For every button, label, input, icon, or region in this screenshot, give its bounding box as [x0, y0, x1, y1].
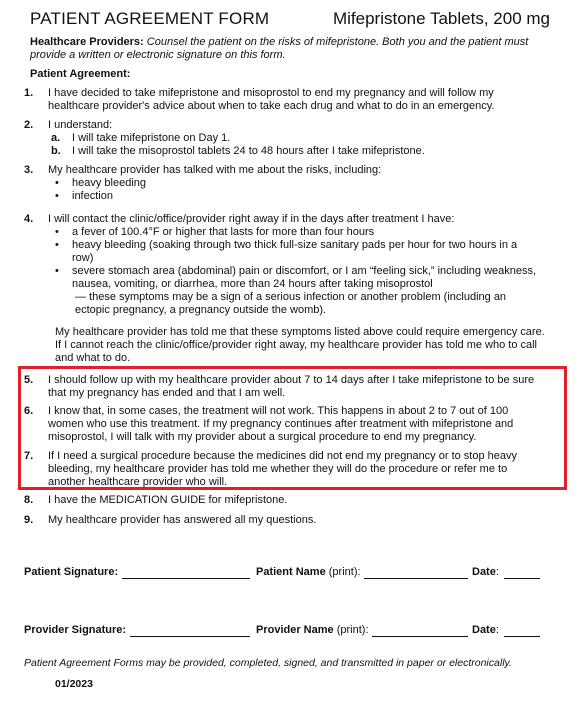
intro-text: Counsel the patient on the risks of mifepristone. Both you and the patient must provide a written or electronic signature on this form. [30, 36, 529, 61]
patient-signature-row: Patient Signature: Patient Name (print): Date: [24, 566, 549, 582]
patient-date-field[interactable] [504, 578, 540, 579]
risk-list [48, 177, 538, 203]
emergency-care-paragraph: My healthcare provider has told me that these symptoms listed above could require emergency care. If I cannot reach the clinic/office/provider right away, my healthcare provider has told me who to call and what to do. [55, 326, 545, 364]
provider-name-field[interactable] [372, 636, 468, 637]
bullet-icon: • [55, 226, 59, 238]
item-number: 9. [24, 514, 34, 526]
bullet-icon: • [55, 239, 59, 251]
item-text: I know that, in some cases, the treatment will not work. This happens in about 2 to 7 out of 100 women who use this treatment. If my pregnancy continues after treatment with mifepristone and misoprostol, I will talk with my provider about a surgical procedure to end my pregnancy. [48, 405, 514, 443]
item-number: 2. [24, 119, 34, 131]
item-number: 1. [24, 87, 34, 99]
drug-title: Mifepristone Tablets, 200 mg [332, 9, 550, 28]
item-number: 7. [24, 450, 34, 462]
patient-signature-field[interactable] [122, 578, 250, 579]
item-number: 6. [24, 405, 34, 417]
sub-item-a [48, 132, 538, 145]
patient-name-label: Patient Name [256, 566, 326, 578]
item-text: I have decided to take mifepristone and misoprostol to end my pregnancy and will follow my healthcare provider's advice about when to take each drug and what to do in an emergency. [48, 87, 495, 112]
list-item: • a fever of 100.4°F or higher that lasts for more than four hours [55, 226, 375, 238]
item-text: I should follow up with my healthcare provider about 7 to 14 days after I take mifepristone to be sure that my pregnancy has ended and that I am well. [48, 374, 535, 399]
patient-name-field[interactable] [364, 578, 468, 579]
sub-item-mark: a. [51, 132, 61, 144]
provider-signature-label: Provider Signature: [24, 624, 127, 636]
item-number: 4. [24, 213, 34, 225]
provider-name-label: Provider Name [256, 624, 334, 636]
item-text: I will contact the clinic/office/provider right away if in the days after treatment I have: [48, 213, 455, 225]
bullet-icon: • [55, 177, 59, 189]
list-item: • infection [55, 190, 113, 202]
item-text: If I need a surgical procedure because the medicines did not end my pregnancy or to stop heavy bleeding, my healthcare provider has told me whether they will do the procedure or refer me to another healthcare provider who will. [48, 450, 518, 488]
item-text: I understand: [48, 119, 113, 131]
sub-item-text: I will take mifepristone on Day 1. [72, 132, 231, 144]
form-title: PATIENT AGREEMENT FORM [30, 9, 270, 28]
list-item-continuation: — these symptoms may be a sign of a serious infection or another problem (including an ectopic pregnancy, a pregnancy outside the womb). [75, 291, 507, 316]
list-item: • heavy bleeding (soaking through two thick full-size sanitary pads per hour for two hours in a row) [55, 239, 518, 264]
provider-instructions [30, 36, 555, 62]
item-text: I have the MEDICATION GUIDE for mifepristone. [48, 494, 288, 506]
sub-item-text: I will take the misoprostol tablets 24 to 48 hours after I take mifepristone. [72, 145, 425, 157]
provider-signature-row: Provider Signature: Provider Name (print): Date: [24, 624, 549, 640]
provider-date-label: Date [472, 624, 496, 636]
provider-signature-field[interactable] [130, 636, 250, 637]
list-item: • severe stomach area (abdominal) pain or discomfort, or I am “feeling sick,” including weakness, nausea, vomiting, or diarrhea, more than 24 hours after taking misoprostol [55, 265, 537, 290]
form-header [30, 9, 550, 31]
intro-label: Healthcare Providers: [30, 36, 144, 48]
bullet-icon: • [55, 190, 59, 202]
list-item: • heavy bleeding [55, 177, 147, 189]
item-number: 3. [24, 164, 34, 176]
agreement-heading: Patient Agreement: [30, 68, 131, 80]
sub-item-mark: b. [51, 145, 61, 157]
item-number: 8. [24, 494, 34, 506]
symptom-list [48, 226, 538, 317]
item-number: 5. [24, 374, 34, 386]
item-text: My healthcare provider has talked with me about the risks, including: [48, 164, 382, 176]
footer-note: Patient Agreement Forms may be provided, completed, signed, and transmitted in paper or electronically. [24, 657, 512, 669]
provider-date-field[interactable] [504, 636, 540, 637]
bullet-icon: • [55, 265, 59, 277]
item-text: My healthcare provider has answered all my questions. [48, 514, 317, 526]
revision-date: 01/2023 [55, 678, 93, 690]
patient-date-label: Date [472, 566, 496, 578]
patient-signature-label: Patient Signature: [24, 566, 119, 578]
sub-item-b [48, 145, 538, 158]
